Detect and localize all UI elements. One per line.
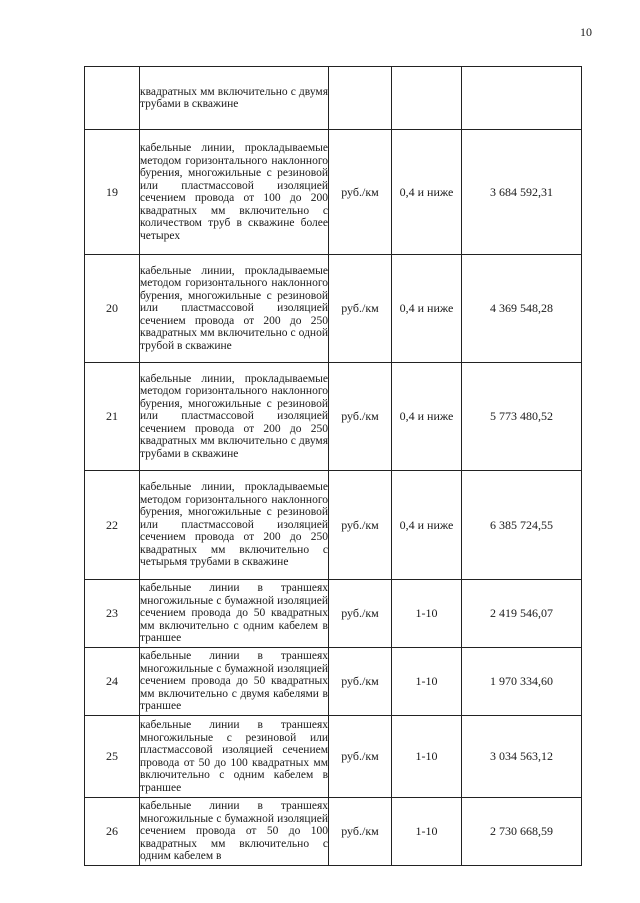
row-unit: руб./км	[329, 255, 392, 363]
row-voltage: 0,4 и ниже	[392, 130, 462, 255]
row-description: кабельные линии, прокладываемые методом горизонтального наклонного бурения, многожильные с резиновой или пластмассовой изоляцией сечением провода от 200 до 250 квадратных мм включительно с двумя трубами в скважине	[140, 363, 329, 471]
row-description: кабельные линии, прокладываемые методом горизонтального наклонного бурения, многожильные с резиновой или пластмассовой изоляцией сечением провода от 100 до 200 квадратных мм включительно с количеством труб в скважине более четырех	[140, 130, 329, 255]
row-voltage: 0,4 и ниже	[392, 471, 462, 580]
row-unit: руб./км	[329, 716, 392, 798]
table-row	[85, 716, 582, 798]
table-row	[85, 580, 582, 648]
row-price: 3 034 563,12	[462, 716, 582, 798]
row-voltage: 0,4 и ниже	[392, 363, 462, 471]
row-price: 2 730 668,59	[462, 798, 582, 866]
row-unit: руб./км	[329, 648, 392, 716]
row-description: кабельные линии в траншеях многожильные с бумажной изоляцией сечением провода от 50 до 100 квадратных мм включительно с одним кабелем в	[140, 798, 329, 866]
row-number: 21	[85, 363, 140, 471]
row-voltage: 0,4 и ниже	[392, 255, 462, 363]
row-description: кабельные линии в траншеях многожильные с бумажной изоляцией сечением провода до 50 квадратных мм включительно с двумя кабелями в траншее	[140, 648, 329, 716]
row-price: 5 773 480,52	[462, 363, 582, 471]
table-row	[85, 648, 582, 716]
row-voltage: 1-10	[392, 580, 462, 648]
page-number: 10	[580, 25, 592, 39]
row-unit: руб./км	[329, 471, 392, 580]
row-number: 24	[85, 648, 140, 716]
row-number: 26	[85, 798, 140, 866]
row-unit: руб./км	[329, 580, 392, 648]
row-description: квадратных мм включительно с двумя трубами в скважине	[140, 67, 329, 130]
row-unit	[329, 67, 392, 130]
row-price: 4 369 548,28	[462, 255, 582, 363]
row-voltage	[392, 67, 462, 130]
table-row	[85, 67, 582, 130]
table-row	[85, 255, 582, 363]
row-unit: руб./км	[329, 130, 392, 255]
row-price: 1 970 334,60	[462, 648, 582, 716]
row-unit: руб./км	[329, 798, 392, 866]
row-number	[85, 67, 140, 130]
row-description: кабельные линии, прокладываемые методом горизонтального наклонного бурения, многожильные с резиновой или пластмассовой изоляцией сечением провода от 200 до 250 квадратных мм включительно с одной трубой в скважине	[140, 255, 329, 363]
row-voltage: 1-10	[392, 798, 462, 866]
row-description: кабельные линии, прокладываемые методом горизонтального наклонного бурения, многожильные с резиновой или пластмассовой изоляцией сечением провода от 200 до 250 квадратных мм включительно с четырьмя трубами в скважине	[140, 471, 329, 580]
table-row	[85, 471, 582, 580]
table-row	[85, 363, 582, 471]
row-price	[462, 67, 582, 130]
row-number: 22	[85, 471, 140, 580]
row-number: 19	[85, 130, 140, 255]
row-price: 6 385 724,55	[462, 471, 582, 580]
row-voltage: 1-10	[392, 648, 462, 716]
row-price: 3 684 592,31	[462, 130, 582, 255]
row-voltage: 1-10	[392, 716, 462, 798]
row-number: 23	[85, 580, 140, 648]
row-number: 25	[85, 716, 140, 798]
row-description: кабельные линии в траншеях многожильные с бумажной изоляцией сечением провода до 50 квадратных мм включительно с одним кабелем в траншее	[140, 580, 329, 648]
table-row	[85, 798, 582, 866]
row-description: кабельные линии в траншеях многожильные с резиновой или пластмассовой изоляцией сечением провода от 50 до 100 квадратных мм включительно с одним кабелем в траншее	[140, 716, 329, 798]
row-unit: руб./км	[329, 363, 392, 471]
table-row	[85, 130, 582, 255]
tariff-table	[84, 66, 582, 866]
row-price: 2 419 546,07	[462, 580, 582, 648]
row-number: 20	[85, 255, 140, 363]
